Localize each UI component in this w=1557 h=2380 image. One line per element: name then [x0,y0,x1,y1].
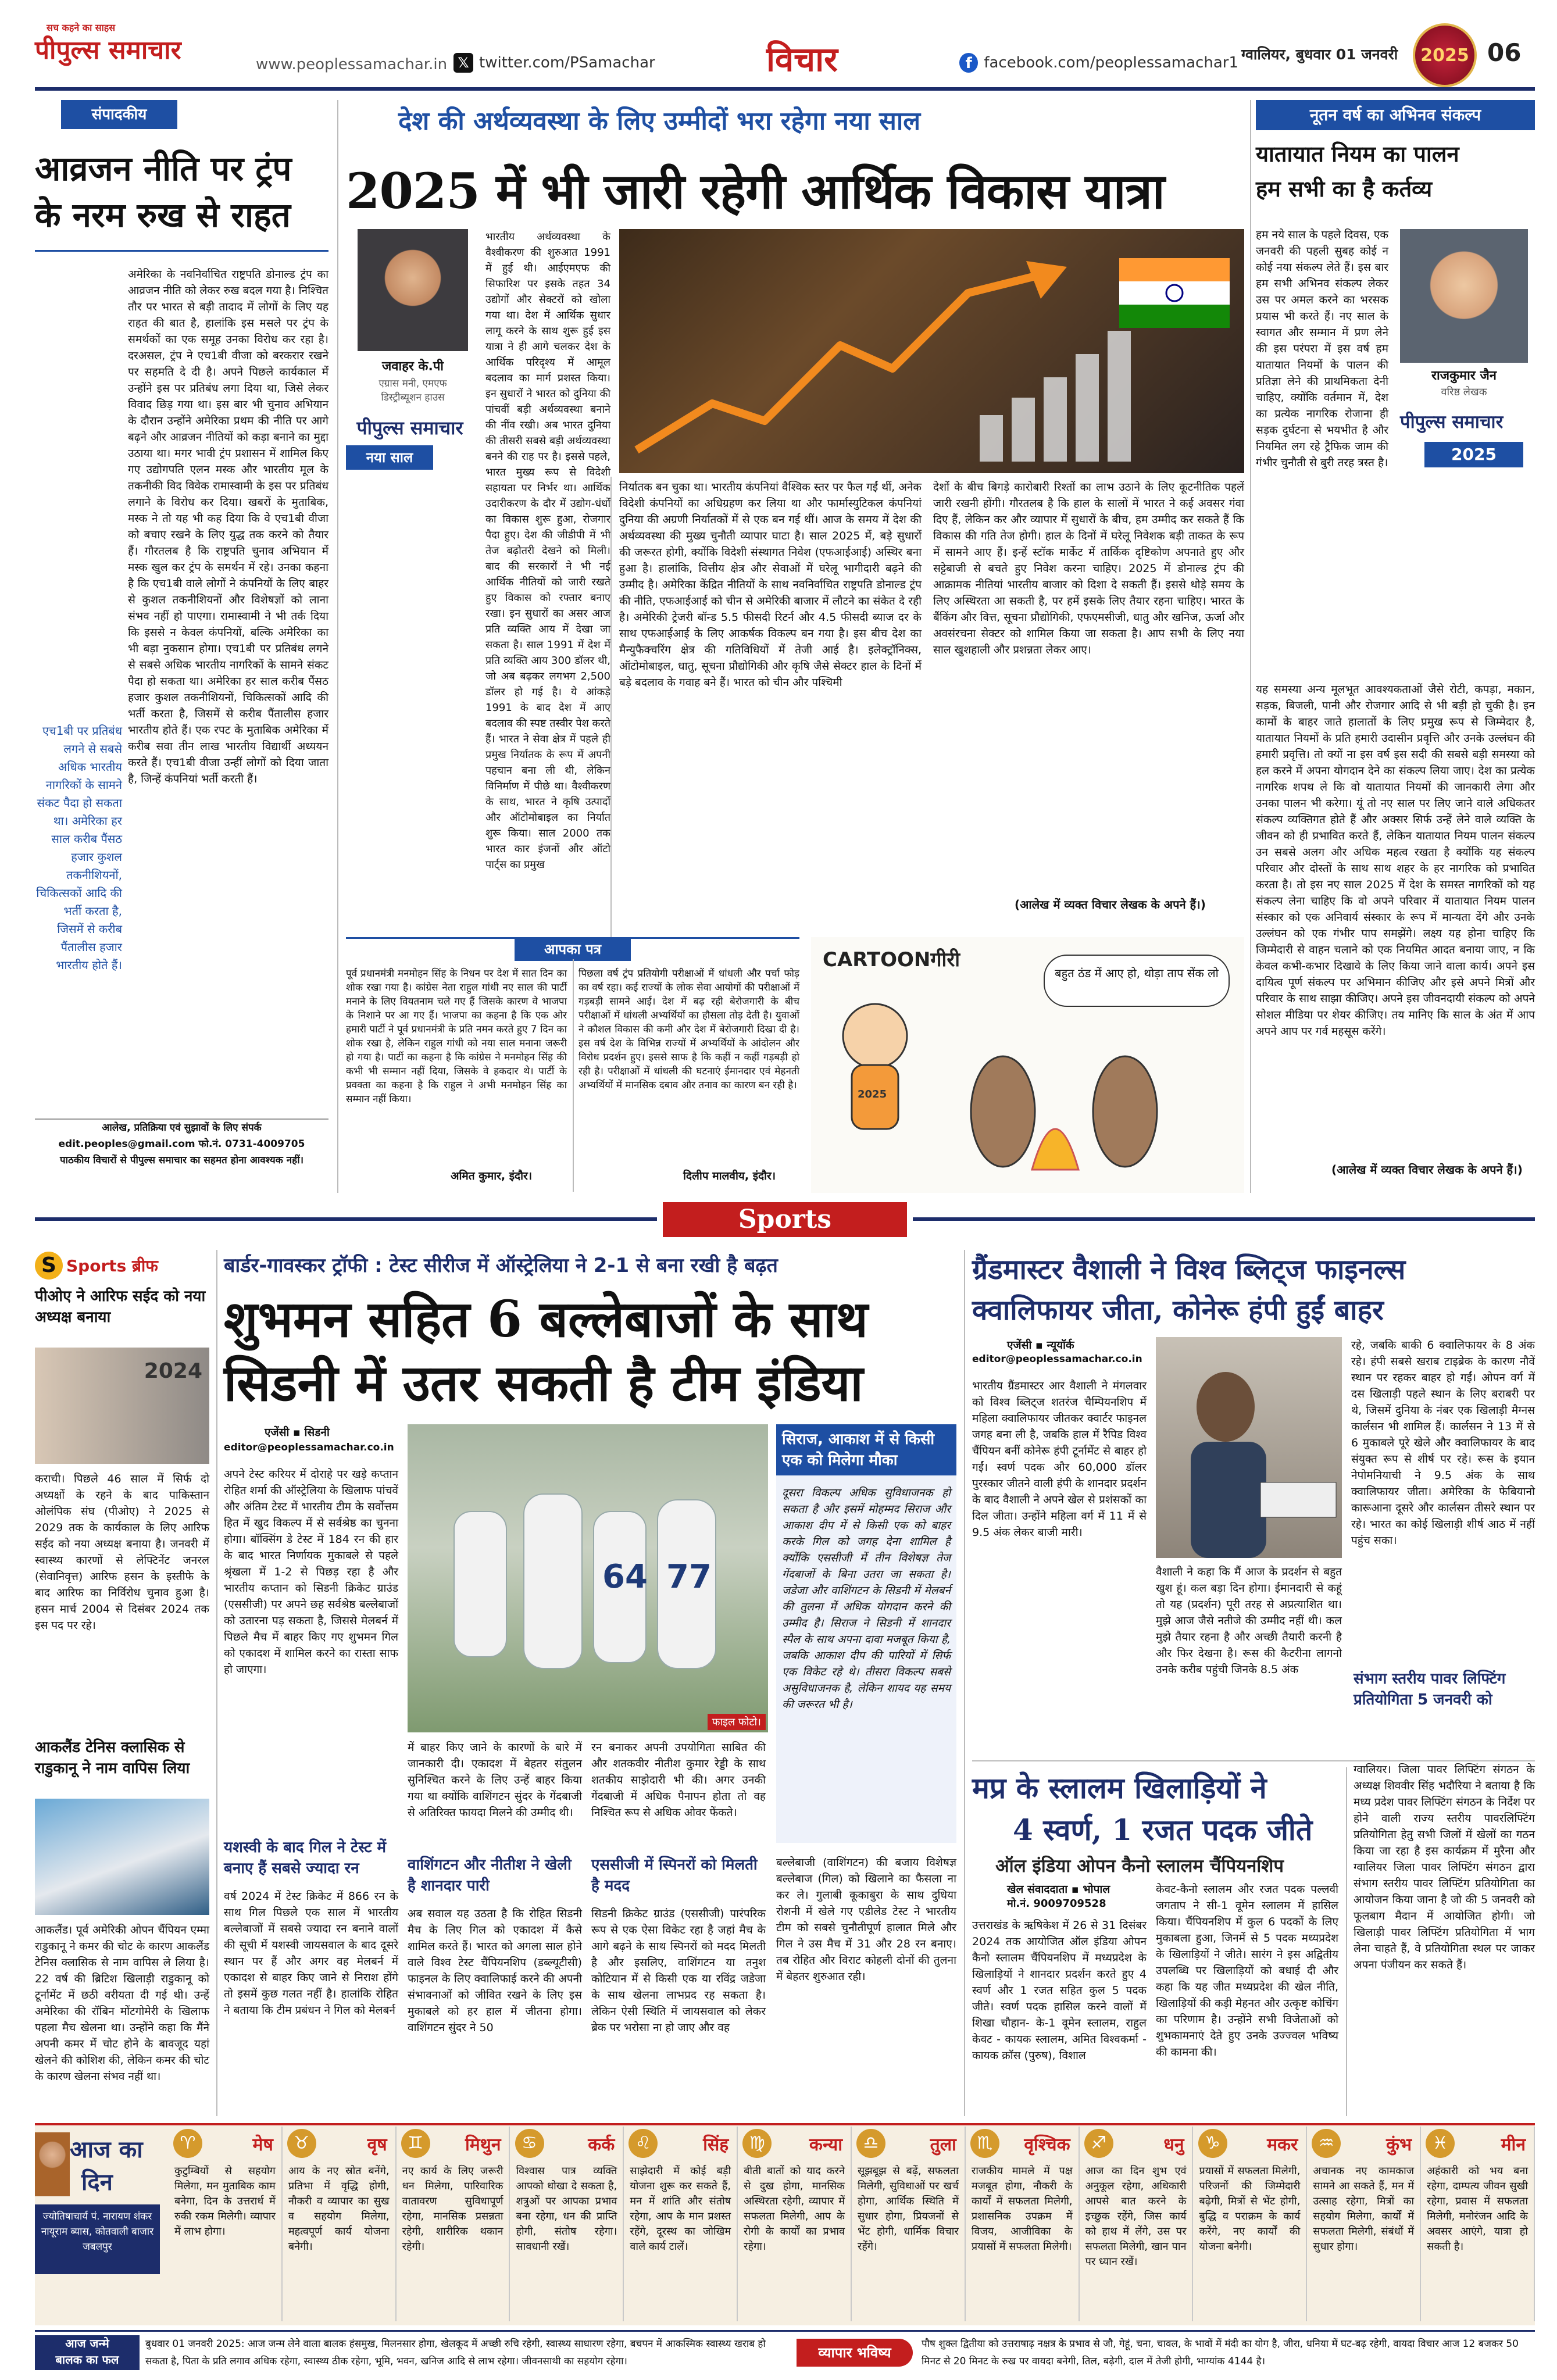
zodiac-sign-name: मिथुन [465,2134,501,2155]
letter-1: पूर्व प्रधानमंत्री मनमोहन सिंह के निधन पर देश में सात दिन का शोक रखा गया है। कांग्रेस नेता राहुल गांधी नए साल की पार्टी मनाने के लिए वियतनाम चले गए हैं जिसके कारण वे भाजपा के निशाने पर आ गए हैं। भाजपा का कहना है कि एक ओर हमारी पार्टी ने पूर्व प्रधानमंत्री के प्रति नमन करते हुए 7 दिन का शोक रखा है, लेकिन राहुल गांधी को नया साल मनाना जरूरी हो गया है। पार्टी का कहना है कि कांग्रेस ने मनमोहन सिंह की कभी भी सम्मान नहीं दिया, जिसके वे हकदार थे। पार्टी के प्रवक्ता का कहना है कि राहुल ने अभी मनमोहन सिंह का सम्मान नहीं किया। [346,968,567,1105]
editorial-pullquote: एच1बी पर प्रतिबंध लगने से सबसे अधिक भारतीय नागरिकों के सामने संकट पैदा हो सकता था। अमेरिका हर साल करीब पैंसठ हजार कुशल तकनीशियनों, चिकित्सकों आदि की भर्ती करता है, जिसमें से करीब पैंतालीस हजार भारतीय होते हैं। [36,724,122,972]
author-role: एग्रास मनी, एमएफ डिस्ट्रीब्यूशन हाउस [378,378,447,403]
editorial-rule [35,250,328,252]
birth-label-1: आज जन्मे [65,2336,109,2350]
lead-kicker: देश की अर्थव्यवस्था के लिए उम्मीदों भरा रहेगा नया साल [398,106,921,136]
zodiac-sign-icon: ♓ [1426,2129,1455,2158]
zodiac-sign-name: धनु [1163,2134,1184,2155]
divider [964,1250,965,2116]
letters-title-text: आपका पत्र [544,941,602,957]
editorial-body: अमेरिका के नवनिर्वाचित राष्ट्रपति डोनाल्ड ट्रंप का आव्रजन नीति को लेकर रुख बदल गया है। निश्चित तौर पर भारत से बड़ी तादाद में लोगों के लिए यह राहत की बात है, हालांकि इस मसले पर ट्रंप के समर्थकों का एक समूह उनका विरोध कर रहा है। दरअसल, ट्रंप ने एच1बी वीजा को बरकरार रखने पर सहमति दे दी है। अपने पिछले कार्यकाल में उन्होंने इस पर प्रतिबंध लगा दिया था, जिसे लेकर विवाद छिड़ गया था। इस बार भी चुनाव अभियान के दौरान उन्होंने अमेरिका प्रथम की नीति पर आगे बढ़ने और आव्रजन नीतियों को कड़ा बनाने का मुद्दा उठाया था। मगर भावी ट्रंप प्रशासन में शामिल किए गए उद्योगपति एलन मस्क और भारतीय मूल के तकनीकी विद विवेक रामास्वामी के इस पर प्रतिबंध लगाने के विरोध कर दिया। खबरों के मुताबिक, मस्क ने तो यह भी कह दिया कि वे एच1बी वीजा को बचाए रखने के लिए युद्ध तक करने को तैयार हैं। गौरतलब है कि राष्ट्रपति चुनाव अभियान में मस्क खुल कर ट्रंप के समर्थन में रहे। उनका कहना है कि एच1बी वाले लोगों ने कंपनियों के लिए बाहर से कुशल तकनीशियनों और विशेषज्ञों को लाना संभव नहीं हो पाएगा। रामास्वामी ने भी तर्क दिया कि इससे न केवल कंपनियों, बल्कि अमेरिका का भी बड़ा नुकसान होगा। एच1बी पर प्रतिबंध लगने से सबसे अधिक भारतीय नागरिकों के सामने संकट पैदा हो सकता था। अमेरिका हर साल करीब पैंसठ हजार कुशल तकनीशियनों, चिकित्सकों आदि की भर्ती करता है, जिसमें से करीब पैंतालीस हजार भारतीय होते हैं। एक रपट के मुताबिक अमेरिका में करीब सवा तीन लाख भारतीय विद्यार्थी अध्ययन करते हैं। एच1बी वीजा उन्हीं लोगों को दिया जाता है, जिन्हें कंपनियां भर्ती करती हैं। [128,268,328,785]
zodiac-sign-icon: ♊ [401,2129,430,2158]
divider [610,477,612,942]
slalom-phone: मो.नं. 9009709528 [1007,1897,1106,1910]
facebook-handle: facebook.com/peoplessamachar1 [984,54,1238,72]
divider [573,959,574,1192]
sports-banner-rule-left [35,1217,657,1221]
divider [1346,1767,1347,2116]
growth-bar [1108,331,1131,462]
sports-banner-rule-right [913,1217,1535,1221]
right-headline-1: यातायात नियम का पालन [1256,141,1459,167]
cartoon-figure-right [1093,1056,1157,1167]
sub-head-2: वाशिंगटन और नीतीश ने खेली है शानदार पारी [408,1856,572,1895]
slalom-agency: खेल संवाददाता ▪ भोपाल [1007,1883,1110,1896]
sports-main [224,1250,956,2116]
power-story [1354,1668,1535,2116]
zodiac-sign-text: आज का दिन शुभ एवं अनुकूल रहेगा, अधिकारी आपसे बात करने के इच्छुक रहेंगे, जिस कार्य को हाथ में लेंगे, उस पर सफलता मिलेगी, खान पान पर ध्यान रखें। [1085,2165,1187,2268]
facebook-logo-icon: f [959,53,978,73]
editorial-label-text: संपादकीय [91,106,147,123]
horoscope-sign-3 [397,2127,510,2321]
horoscope-sign-11 [1307,2127,1421,2321]
author-name: जवाहर के.पी [381,359,444,374]
zodiac-sign-icon: ♍ [742,2129,772,2158]
horoscope-title-box [35,2127,163,2321]
sports-brief [35,1250,209,2116]
lead-col-1b [346,477,610,919]
birth-label-2: बालक का फल [55,2353,119,2367]
masthead-title: पीपुल्स समाचार [35,35,181,65]
zodiac-sign-icon: ♐ [1084,2129,1113,2158]
horoscope-title-2: दिन [81,2169,113,2196]
footer-contact-label: आलेख, प्रतिक्रिया एवं सुझावों के लिए संपर्क [102,1122,262,1134]
horoscope-sign-8 [966,2127,1080,2321]
power-body: ग्वालियर। जिला पावर लिफ्टिंग संगठन के अध्यक्ष शिववीर सिंह भदौरिया ने बताया है कि मध्य प्रदेश पावर लिफ्टिंग संगठन के निर्देश पर होने वाली राज्य स्तरीय पावरलिफ्टिंग प्रतियोगिता हेतु सभी जिलों में खेलों का गठन किया जा रहा है इस कार्यक्रम में मुरैना और ग्वालियर जिला पावर लिफ्टिंग संगठन द्वारा संभाग स्तरीय पावर लिफ्टिंग प्रतियोगिता का आयोजन किया जाना है जो की 5 जनवरी को फूलबाग मैदान में आयोजित होगी। जो खिलाड़ी पावर लिफ्टिंग प्रतियोगिता में भाग लेना चाहते हैं, वे प्रतियोगिता स्थल पर जाकर अपना पंजीयन कर सकते हैं। [1354,1763,1535,1971]
facebook-link[interactable] [959,51,1238,74]
editorial-column [35,100,328,1193]
power-headline: संभाग स्तरीय पावर लिफ्टिंग प्रतियोगिता 5 जनवरी को [1354,1670,1506,1709]
growth-graphic [619,229,1244,473]
slalom-headline-2: 4 स्वर्ण, 1 रजत पदक जीते [1013,1813,1313,1847]
zodiac-sign-text: नए कार्य के लिए जरूरी धन मिलेगा, पारिवारिक वातावरण सुविधापूर्ण रहेगा, मानसिक प्रसन्नता रहेगी, शारीरिक थकान रहेगी। [402,2165,503,2253]
year-badge [1413,23,1477,87]
letters-title [515,938,631,961]
chess-headline-1: ग्रैंडमास्टर वैशाली ने विश्व ब्लिट्ज फाइनल्स [972,1253,1406,1286]
player-figure [524,1494,582,1668]
trade-label-text: व्यापार भविष्य [818,2345,891,2361]
astrologer-credit: ज्योतिषाचार्य पं. नारायण शंकर नायूराम ब्यास, कोतवाली बाजार जबलपुर [35,2204,160,2274]
main-photo [408,1424,768,1732]
zodiac-sign-text: राजकीय मामले में पक्ष मजबूत होगा, नौकरी के कार्यों में सफलता मिलेगी, प्रशासनिक उपक्रम में विजय, आजीविका के प्रयासों में सफलता मिलेगी। [971,2165,1073,2253]
zodiac-sign-icon: ♈ [173,2129,202,2158]
year-badge-text: 2025 [1420,45,1469,66]
main-email[interactable]: editor@peoplessamachar.co.in [224,1442,394,1453]
zodiac-sign-name: कर्क [588,2134,615,2155]
zodiac-sign-name: मीन [1501,2134,1526,2155]
masthead-logo[interactable] [35,21,250,67]
lead-article [346,100,1244,925]
twitter-link[interactable] [453,51,686,74]
lead-col-2: निर्यातक बन चुका था। भारतीय कंपनियां वैश्विक स्तर पर फैल गईं थीं, अनेक विदेशी कंपनियों का अधिग्रहण कर लिया था और फार्मास्युटिकल कंपनियां दुनिया की अग्रणी निर्यातकों में से एक बन गई थीं। आज के समय में देश की अर्थव्यवस्था की मुख्य चुनौती व्यापार घाटा है। साल 2025 में, बड़े सुधारों की जरूरत होगी, क्योंकि विदेशी संस्थागत निवेश (एफआईआई) अस्थिर बना हुआ है। हालांकि, वित्तीय क्षेत्र और सेवाओं में घरेलू भागीदारी बढ़ने की उम्मीद है। अमेरिका केंद्रित नीतियों के साथ नवनिर्वाचित राष्ट्रपति डोनाल्ड ट्रंप की नीति, एफआईआई को चीन से अमेरिकी बाजार में लौटने का संकेत दे रही है। अमेरिकी ट्रेजरी बॉन्ड 5.5 फीसदी रिटर्न और 4.5 फीसदी ब्याज दर के साथ एफआईआई के लिए आकर्षक विकल्प बन गया है। इस बीच देश का मैन्युफैक्चरिंग क्षेत्र की गतिविधियों में तेजी आई है। इलेक्ट्रॉनिक्स, ऑटोमोबाइल, धातु, सूचना प्रौद्योगिकी और कृषि जैसे सेक्टर हाल के दिनों में बड़े बदलाव के गवाह बने हैं। भारत को चीन और पश्चिमी [619,481,922,689]
horoscope-sign-10 [1194,2127,1308,2321]
right-author-photo [1400,229,1528,363]
main-col-2: में बाहर किए जाने के कारणों के बारे में जानकारी दी। एकादश में बेहतर संतुलन सुनिश्चित करने के लिए उन्हें बाहर किया गया था क्योंकि वाशिंगटन सुंदर के गेंदबाजी से अतिरिक्त फायदा मिलने की उम्मीद थी। [408,1741,582,1819]
brief-photo-2 [35,1799,209,1915]
zodiac-sign-name: वृश्चिक [1024,2134,1070,2155]
sub-body-3: सिडनी क्रिकेट ग्राउंड (एससीजी) पारंपरिक रूप से एक ऐसा विकेट रहा है जहां मैच के आगे बढ़ने के साथ स्पिनरों को मदद मिलती है और इसलिए, वाशिंगटन या तनुश कोटियान में से किसी एक या रविंद्र जडेजा के साथ खेलना लाभप्रद रह सकता है। लेकिन ऐसी स्थिति में जायसवाल को लेकर ब्रेक पर भरोसा ना हो जाए और वह [591,1907,766,2034]
zodiac-sign-icon: ♒ [1312,2129,1341,2158]
brief-label [35,1250,209,1281]
zodiac-sign-text: सूझबूझ से बढ़ें, सफलता मिलेगी, सुविधाओं पर खर्च होगा, आर्थिक स्थिति में सुधार होगा, प्रियजनों से भेंट होगी, धार्मिक विचार रहेंगे। [858,2165,959,2253]
right-year-text: 2025 [1451,445,1497,464]
zodiac-sign-icon: ♋ [515,2129,544,2158]
horoscope-sign-4 [510,2127,624,2321]
zodiac-sign-text: आय के नए स्रोत बनेंगे, प्रतिभा में वृद्धि होगी, नौकरी व व्यापार का सुख व सहयोग मिलेगा, महत्वपूर्ण कार्य योजना बनेगी। [288,2165,390,2253]
right-author-name: राजकुमार जैन [1431,369,1497,383]
tag-new-year [346,445,433,470]
chess-photo [1156,1337,1342,1558]
horoscope-sign-2 [283,2127,397,2321]
zodiac-sign-name: कन्या [809,2134,842,2155]
slalom-col-1: उत्तराखंड के ऋषिकेश में 26 से 31 दिसंबर 2024 तक आयोजित ऑल इंडिया ओपन कैनो स्लालम चैंपियनशिप में मध्यप्रदेश के खिलाड़ियों ने शानदार प्रदर्शन करते हुए 4 स्वर्ण और 1 रजत सहित कुल 5 पदक जीते। स्वर्ण पदक हासिल करने वालों में शिखा चौहान- के-1 वूमेन स्लालम, राहुल केवट - कायक स्लालम, अमित विश्वकर्मा - कायक क्रॉस (पुरुष), विशाल [972,1919,1147,2062]
main-col-4: बल्लेबाजी (वाशिंगटन) की बजाय विशेषज्ञ बल्लेबाज (गिल) को खिलाने का फैसला ना कर ले। गुलाबी कूकाबुरा के साथ दुधिया रोशनी में खेले गए एडीलेड टेस्ट ने भारतीय टीम को सबसे चुनौतीपूर्ण हालात मिले और गिल ने उस मैच में 31 और 28 रन बनाए। तब रोहित और विराट कोहली दोनों की तुलना में बेहतर शुरुआत रही। [776,1856,956,1983]
page-number: 06 [1487,38,1522,67]
cartoon-drawing [811,937,1244,1193]
brief-body-1: कराची। पिछले 46 साल में सिर्फ दो अध्यक्षों के रहने के बाद पाकिस्तान ओलंपिक संघ (पीओए) ने 2025 से 2029 तक के कार्यकाल के लिए आरिफ सईद को नया अध्यक्ष बनाया है। जनवरी में स्वास्थ्य कारणों से लेफ्टिनेंट जनरल (सेवानिवृत्त) आरिफ हसन के इस्तीफे के बाद आरिफ का निर्विरोध चुनाव हुआ है। हसन मार्च 2004 से दिसंबर 2024 तक इस पद पर रहे। [35,1473,209,1632]
player-head [1197,1372,1255,1442]
right-headline-2: हम सभी का है कर्तव्य [1256,176,1433,202]
jersey-number-1: 64 [602,1558,648,1596]
horoscope-sign-7 [852,2127,966,2321]
zodiac-sign-icon: ♌ [628,2129,658,2158]
section-name: विचार [766,40,838,79]
birth-label [35,2335,140,2370]
footer-bar [35,2330,1535,2372]
chess-headline-2: क्वालिफायर जीता, कोनेरू हंपी हुईं बाहर [972,1294,1384,1327]
cartoon-year-tag: 2025 [858,1088,887,1100]
brief-photo-1 [35,1348,209,1464]
main-col-3: रन बनाकर अपनी उपयोगिता साबित की और शतकवीर नीतीश कुमार रेड्डी के साथ शतकीय साझेदारी भी की। अगर उनकी गेंदबाजी में अधिक पैनापन होता तो वह निश्चित रूप से अधिक ओवर फेंकते। [591,1741,766,1819]
player-figure [454,1511,506,1657]
right-footnote: (आलेख में व्यक्त विचार लेखक के अपने हैं।) [1331,1163,1523,1177]
zodiac-sign-icon: ♎ [856,2129,885,2158]
zodiac-sign-name: मेष [252,2134,273,2155]
birth-text: बुधवार 01 जनवरी 2025: आज जन्म लेने वाला बालक हंसमुख, मिलनसार होगा, खेलकूद में अच्छी रुचि रहेगी, स्वास्थ्य साधारण रहेगा, बचपन में आकस्मिक स्वास्थ्य खराब हो सकता है, पिता के प्रति लगाव अधिक रहेगा, स्वास्थ्य ठीक रहेगा, भूमि, भवन, खनिज आदि से लाभ रहेगा। जीवनसाथी का सहयोग रहेगा। [145,2338,766,2367]
cartoon-fire [1032,1129,1079,1170]
footer-disclaimer: पाठकीय विचारों से पीपुल्स समाचार का सहमत होना आवश्यक नहीं। [59,1155,304,1166]
horoscope-sign-1 [169,2127,283,2321]
horoscope-sign-6 [738,2127,852,2321]
author-photo [358,229,468,351]
brief-headline-1: पीओए ने आरिफ सईद को नया अध्यक्ष बनाया [35,1288,206,1326]
letter-1-sign: अमित कुमार, इंदौर। [451,1170,533,1182]
horoscope-sign-12 [1421,2127,1535,2321]
zodiac-sign-name: वृष [367,2134,387,2155]
cartoon-box [811,937,1244,1193]
horoscope-sign-9 [1080,2127,1194,2321]
chess-body-3: रहे, जबकि बाकी 6 क्वालिफायर के 8 अंक रहे। हंपी सबसे खराब टाइब्रेक के कारण नौवें स्थान पर रहकर बाहर हो गईं। ओपन वर्ग में दस खिलाड़ी पहले स्थान के लिए बराबरी पर थे, जिसमें दुनिया के नंबर एक खिलाड़ी मैग्नस कार्लसन भी शामिल हैं। कार्लसन ने 13 में से 6 मुकाबले पूरे खेले और क्वालिफायर के बाद संयुक्त रूप से शीर्ष पर रहे। रूस के इयान नेपोमनियाची ने 9.5 अंक के साथ क्वालिफायर जीता। अमेरिका के फेबियानो कारूआना दूसरे और कार्लसन तीसरे स्थान पर रहे। भारत का कोई खिलाड़ी शीर्ष आठ में नहीं पहुंच सका। [1351,1339,1535,1547]
editorial-label [61,100,177,129]
chess-agency: एजेंसी ▪ न्यूयॉर्क [1007,1339,1074,1352]
brand-logo: पीपुल्स समाचार [356,417,463,439]
main-headline-1: शुभमन सहित 6 बल्लेबाजों के साथ [224,1290,868,1349]
page-header [0,0,1557,92]
right-brand-logo: पीपुल्स समाचार [1400,412,1504,433]
sports-banner-label [663,1202,907,1237]
editorial-footer [35,1118,328,1182]
sub-body-2: अब सवाल यह उठता है कि रोहित सिडनी मैच के लिए गिल को एकादश में कैसे शामिल करते हैं। भारत को अगला साल होने वाले विश्व टेस्ट चैंपियनशिप (डब्ल्यूटीसी) फाइनल के लिए क्वालिफाई करने की अपनी संभावनाओं को जीवित रखने के लिए इस मुकाबले को हर हाल में जीतना होगा। वाशिंगटन सुंदर ने 50 [408,1907,582,2034]
main-col-1: अपने टेस्ट करियर में दोराहे पर खड़े कप्तान रोहित शर्मा की ऑस्ट्रेलिया के खिलाफ पांचवें और अंतिम टेस्ट में भारतीय टीम के सर्वोत्तम हित में खुद विकल्प में से सर्वश्रेष्ठ का चुनना होगा। बॉक्सिंग डे टेस्ट में 184 रन की हार के बाद भारत निर्णायक मुकाबले से पहले श्रृंखला में 1-2 से पिछड़ रहा है और भारतीय कप्तान को सिडनी क्रिकेट ग्राउंड (एससीजी) पर अपने छह सर्वश्रेष्ठ बल्लेबाजों को उतारना पड़ सकता है, जिससे मेलबर्न में पिछले मैच में बाहर किए गए शुभमन गिल को एकादश में शामिल करने का रास्ता साफ हो जाएगा। [224,1468,398,1676]
zodiac-sign-text: विश्वास पात्र व्यक्ति आपको धोखा दे सकता है, शत्रुओं पर आपका प्रभाव बना रहेगा, धन की प्राप्ति होगी, संतोष रहेगा। सावधानी रखें। [516,2165,617,2253]
main-photo-svg [408,1424,768,1732]
chess-photo-svg [1156,1337,1342,1558]
letter-2-sign: दिलीप मालवीय, इंदौर। [683,1170,776,1182]
zodiac-sign-name: मकर [1267,2134,1298,2155]
chess-board [1260,1482,1336,1517]
sports-banner [35,1202,1535,1237]
cartoon-character-head [843,1004,907,1068]
divider [337,100,338,1193]
jersey-number-2: 77 [666,1558,712,1596]
brief-body-2: आकलैंड। पूर्व अमेरिकी ओपन चैंपियन एम्मा राडुकानू ने कमर की चोट के कारण आकलैंड टेनिस क्लासिक से नाम वापिस ले लिया है। 22 वर्ष की ब्रिटिश खिलाड़ी राडुकानू को टूर्नामेंट में छठी वरीयता दी गई थी। उन्हें अमेरिका की रॉबिन मोंटगोमेरी के खिलाफ पहला मैच खेलना था। उन्होंने कहा कि मैंने अपनी कमर में चोट होने के बावजूद यहां खेलने की कोशिश की, लेकिन कमर की चोट के कारण खेलना संभव नहीं था। [35,1924,209,2083]
header-rule [35,87,1535,91]
lead-col-1: भारतीय अर्थव्यवस्था के वैश्वीकरण की शुरुआत 1991 में हुई थी। आईएमएफ की सिफारिश पर इसके तहत 34 उद्योगों और सेक्टरों को खोला गया था। देश में आर्थिक सुधार लागू करने के साथ शुरू हुई इस यात्रा ने ही आगे चलकर देश के आर्थिक परिदृश्य में आमूल बदलाव का मार्ग प्रशस्त किया। इन सुधारों ने भारत को दुनिया की पांचवीं बड़ी अर्थव्यवस्था बनाने की नींव रखी। अब भारत दुनिया की तीसरी सबसे बड़ी अर्थव्यवस्था बनने की राह पर है। इससे पहले, भारत मुख्य रूप से विदेशी सहायता पर निर्भर था। आर्थिक उदारीकरण के दौर में उद्योग-धंधों का विकास शुरू हुआ, रोजगार पैदा हुए। देश की जीडीपी में भी तेज बढ़ोतरी देखने को मिली। बाद की सरकारों ने भी नई आर्थिक नीतियों को जारी रखते हुए विकास को रफ्तार बनाए रखा। इन सुधारों का असर आज प्रति व्यक्ति आय में देखा जा सकता है। साल 1991 में देश में प्रति व्यक्ति आय 300 डॉलर थी, जो अब बढ़कर लगभग 2,500 डॉलर हो गई है। ये आंकड़े 1991 के बाद देश में आए बदलाव की स्पष्ट तस्वीर पेश करते हैं। भारत ने सेवा क्षेत्र में पहले ही प्रमुख निर्यातक के रूप में अपनी पहचान बना ली थी, लेकिन विनिर्माण में पीछे था। वैश्वीकरण के साथ, भारत ने कृषि उत्पादों और ऑटोमोबाइल का निर्यात शुरू किया। साल 2000 तक भारत कार इंजनों और ऑटो पार्ट्स का प्रमुख [485,231,610,871]
india-flag-icon [1119,258,1230,328]
right-tag-text: नूतन वर्ष का अभिनव संकल्प [1309,105,1481,124]
slalom-headline-1: मप्र के स्लालम खिलाड़ियों ने [972,1771,1267,1805]
main-kicker: बार्डर-गावस्कर ट्रॉफी : टेस्ट सीरीज में ऑस्ट्रेलिया ने 2-1 से बना रखी है बढ़त [224,1254,778,1277]
zodiac-sign-name: कुंभ [1386,2134,1412,2155]
zodiac-sign-text: साझेदारी में कोई बड़ी योजना शुरू कर सकते हैं, मन में शांति और संतोष रहेगा, आप के मान प्रशस्त रहेंगे, दूरस्थ का जोखिम वाले कार्य टालें। [630,2165,731,2253]
tag-new-year-text: नया साल [366,449,413,466]
divider [216,1250,217,2116]
brief-headline-2: आकलैंड टेनिस क्लासिक से राडुकानू ने नाम वापिस लिया [35,1739,190,1777]
photo-caption: फाइल फोटो। [708,1714,766,1730]
author-box [346,229,474,467]
footer-email[interactable]: edit.peoples@gmail.com फो.नं. 0731-4009705 [58,1138,305,1150]
astrologer-photo [35,2132,70,2196]
growth-bars [980,331,1131,462]
main-agency: एजेंसी ▪ सिडनी [265,1426,330,1439]
right-year-tag [1424,442,1523,467]
letter-2: पिछला वर्ष ट्रंप प्रतियोगी परीक्षाओं में धांधली और पर्चा फोड़ का वर्ष रहा। कई राज्यों के लोक सेवा आयोगों की परीक्षाओं में गड़बड़ी सामने आई। देश में बढ़ रही बेरोजगारी के बीच परीक्षाओं में धांधली अभ्यर्थियों का हौसला तोड़ देती है। युवाओं ने कौशल विकास की कमी और देश में बेरोजगारी दिखा दी है। इस वर्ष देश के विभिन्न राज्यों में अभ्यर्थियों के आंदोलन और विरोध प्रदर्शन हुए। इससे साफ है कि कहीं न कहीं गड़बड़ी हो रही है। परीक्षाओं में धांधली की घटनाएं ईमानदार एवं मेहनती अभ्यर्थियों में मानसिक दबाव और तनाव का कारण बन रही है। [578,968,799,1091]
player-body [1191,1442,1266,1558]
zodiac-sign-icon: ♉ [287,2129,316,2158]
zodiac-sign-icon: ♏ [970,2129,999,2158]
side-box [776,1424,956,1843]
lead-footnote: (आलेख में व्यक्त विचार लेखक के अपने हैं।) [1015,898,1206,912]
right-author-role: वरिष्ठ लेखक [1441,386,1487,398]
cartoon-figure-left [971,1056,1035,1167]
growth-bar [1076,354,1099,462]
side-box-title: सिराज, आकाश में से किसी एक को मिलेगा मौका [776,1424,956,1475]
trade-text: पौष शुक्ल द्वितीया को उत्तराषाढ़ नक्षत्र के प्रभाव से जौ, गेहूं, चना, चावल, के भावों में मंदी का योग है, जीरा, धनिया में घट-बढ़ रहेगी, वायदा विचार आज 12 बजकर 50 मिनट से 20 मिनट के रुख पर वायदा बनेगी, तिल, बढ़ेगी, दाल में तेजी होगी, भाग्यांक 4144 है। [922,2338,1519,2367]
sub-head-1: यशस्वी के बाद गिल ने टेस्ट में बनाए हैं सबसे ज्यादा रन [224,1839,387,1877]
right-tag [1256,100,1535,130]
chess-body-2: वैशाली ने कहा कि मैं आज के प्रदर्शन से बहुत खुश हूं। कल बड़ा दिन होगा। ईमानदारी से कहूं तो यह (प्रदर्शन) पूरी तरह से अप्रत्याशित था। मुझे आज जैसे नतीजे की उम्मीद नहीं थी। कल मुझे तैयार रहना है और अच्छी तैयारी करनी है और फिर देखना है। रूस की कैटरीना लागनो उनके करीब पहुंची जिनके 8.5 अंक [1156,1566,1342,1676]
cartoon-speech: बहुत ठंड में आए हो, थोड़ा ताप सेंक लो [1055,966,1219,980]
horoscope-title-1: आज का [70,2136,143,2163]
growth-bar [980,415,1003,462]
x-logo-icon: 𝕏 [453,53,473,73]
horoscope-sign-5 [624,2127,738,2321]
zodiac-sign-text: प्रयासों में सफलता मिलेगी, परिजनों की जिम्मेदारी बढ़ेगी, मित्रों से भेंट होगी, बुद्धि व पराक्रम के कार्य करेंगे, नए कार्यों की योजना बनेगी। [1199,2165,1301,2253]
zodiac-sign-text: अहंकारी को भय बना रहेगा, दाम्पत्य जीवन सुखी रहेगा, प्रवास में सफलता मिलेगी, मनोरंजन आदि के अवसर आएंगे, यात्रा हो सकती है। [1427,2165,1528,2253]
growth-arrow-line [637,276,1038,450]
right-body-1: हम नये साल के पहले दिवस, एक जनवरी की पहली सुबह कोई न कोई नया संकल्प लेते हैं। इस बार हम सभी अभिनव संकल्प लेकर उस पर अमल करने का भरसक प्रयास भी करते हैं। नए साल के स्वागत और सम्मान में प्रण लेने की इस परंपरा में इस वर्ष हम यातायात नियमों के पालन की प्रतिज्ञा लेने की प्राथमिकता देनी चाहिए, क्योंकि वर्तमान में, देश का प्रत्येक नागरिक रोजाना ही सड़क दुर्घटना से भयभीत है और नियमित लग रहे ट्रैफिक जाम की गंभीर चुनौती से बुरी तरह त्रस्त है। [1256,228,1388,469]
slalom-story [972,1767,1338,2116]
side-box-body: दूसरा विकल्प अधिक सुविधाजनक हो सकता है और इसमें मोहम्मद सिराज और आकाश दीप में से किसी एक को बाहर करके गिल को जगह देना शामिल है क्योंकि एससीजी में तीन विशेषज्ञ तेज गेंदबाजों के बिना उतरा जा सकता है। जडेजा और वाशिंगटन के सिडनी में मेलबर्न की तुलना में अधिक योगदान करने की उम्मीद है। सिराज ने सिडनी में शानदार स्पैल के साथ अपना दावा मजबूत किया है, जबकि आकाश दीप की पारियों में सिर्फ एक विकेट रहे थे। तीसरा विकल्प सबसे असुविधाजनक है, लेकिन शायद यह समय की जरूरत भी है। [782,1486,951,1711]
chess-body-1: भारतीय ग्रैंडमास्टर आर वैशाली ने मंगलवार को विश्व ब्लिट्ज शतरंज चैम्पियनशिप में महिला क्वालिफायर जीतकर क्वार्टर फाइनल जगह बना ली है, जबकि हाल में रैपिड विश्व चैंपियन बनीं कोनेरू हंपी टूर्नामेंट से बाहर हो गईं। स्वर्ण पदक और 60,000 डॉलर पुरस्कार जीतने वाली हंपी के शानदार प्रदर्शन के बाद वैशाली ने अपने खेल से प्रशंसकों का दिल जीता। उन्होंने महिला वर्ग में 11 में से 9.5 अंक लेकर बाजी मारी। [972,1380,1147,1539]
zodiac-sign-icon: ♑ [1198,2129,1227,2158]
brief-label-text: Sports ब्रीफ [66,1256,158,1275]
sub-body-1: वर्ष 2024 में टेस्ट क्रिकेट में 866 रन के साथ गिल पिछले एक साल में भारतीय बल्लेबाजों में सबसे ज्यादा रन बनाने वालों की सूची में यशस्वी जायसवाल के बाद दूसरे स्थान पर हैं और अगर वह मेलबर्न में एकादश से बाहर किए जाने से निराश होंगे तो इसमें कुछ गलत नहीं है। हालांकि रोहित ने बताया कि टीम प्रबंधन ने गिल को मेलबर्न [224,1890,398,2017]
chess-email[interactable]: editor@peoplessamachar.co.in [972,1353,1142,1365]
website-link[interactable]: www.peoplessamachar.in [256,56,448,73]
divider [1250,100,1251,1193]
zodiac-sign-text: कुटुम्बियों से सहयोग मिलेगा, मन मुताबिक काम बनेगा, दिन के उत्तरार्ध में रुकी रकम मिलेगी। व्यापार में लाभ होगा। [174,2165,276,2238]
sports-banner-text: Sports [738,1205,832,1234]
right-column [1256,100,1535,1193]
growth-bar [1044,377,1067,462]
slalom-kicker: ऑल इंडिया ओपन कैनो स्लालम चैंपियनशिप [995,1856,1284,1877]
brief-photo-1-caption: 2024 [144,1359,202,1383]
growth-bar [1012,398,1035,462]
right-body-2: यह समस्या अन्य मूलभूत आवश्यकताओं जैसे रोटी, कपड़ा, मकान, सड़क, बिजली, पानी और रोजगार आदि से भी बड़ी हो चुकी है। इन कामों के बाहर जाते हालातों के लिए प्रमुख रूप से जिम्मेदार है, यातायात नियमों के प्रति हमारी उदासीन प्रवृत्ति और उनके उल्लंघन की हमारी प्रवृत्ति। तो क्यों ना इस वर्ष इस सदी की सबसे बड़ी समस्या को हल करने में अपना योगदान देने का संकल्प लिया जाए। देश का प्रत्येक नागरिक शपथ ले कि वो यातायात नियमों की जानकारी लेगा और उनका पालन भी करेगा। यूं तो नए साल पर लिए जाने वाले अधिकतर संकल्प व्यक्तिगत होते हैं और अक्सर सिर्फ उन्हें लेने वाले व्यक्ति के जीवन को ही प्रभावित करते हैं, लेकिन यातायात नियम पालन संकल्प उन सबसे अलग और अधिक महत्व रखता है क्योंकि यह संकल्प परिवार और दोस्तों के साथ साथ शहर के हर नागरिक को प्रभावित करता है। तो इस नए साल 2025 में देश के समस्त नागरिकों को यह संकल्प लेना चाहिए कि वो अपने परिवार में यातायात नियम पालन संस्कार को एक अनिवार्य संस्कार के रूप में मान्यता देंगे और उनके उल्लंघन को एक गंभीर पाप समझेंगे। लक्ष्य यह होना चाहिए कि जिम्मेदारी से वाहन चलाने को एक नियमित आदत बनाया जाए, न कि केवल कभी-कभार दिखावे के लिए किया जाने वाला कार्य। अपने इस दायित्व पूर्ण संकल्प पर अभिमान कीजिए और इसे अपने मित्रों और परिवार के साथ साझा कीजिए। अपने इस जीवनदायी संकल्प को अपने सोशल मीडिया पर शेयर कीजिए। तय मानिए कि साल के अंत में आप अपने आप पर गर्व महसूस करेंगे। [1256,683,1535,1038]
lead-col-3: देशों के बीच बिगड़े कारोबारी रिश्तों का लाभ उठाने के लिए कूटनीतिक पहलें जारी रखनी होंगी। गौरतलब है कि हाल के सालों में भारत ने कई अवसर गंवा दिए हैं, लेकिन कर और व्यापार में सुधारों के बीच, हम उम्मीद कर सकते हैं कि विकास की गति तेज होगी। हाल के दिनों में घरेलू निवेशक बड़ी ताकत के रूप में सामने आए हैं। इन्हें स्टॉक मार्केट में तार्किक दृष्टिकोण अपनाते हुए और सट्टेबाजी से बचते हुए निवेश करना चाहिए। 2025 में डोनाल्ड ट्रंप की आक्रामक नीतियां भारतीय बाजार को दिशा दे सकती हैं। इससे थोड़े समय के लिए अस्थिरता आ सकती है, पर हमें इसके लिए तैयार रहना चाहिए। भारत के बैंकिंग और वित्त, सूचना प्रौद्योगिकी, एफएमसीजी, धातु और खनिज, ऊर्जा और अवसंरचना सेक्टर को शामिल किया जा सकता है। आप सभी के लिए नया साल खुशहाली और प्रशन्नता लेकर आए। [933,481,1244,656]
twitter-handle: twitter.com/PSamachar [479,54,655,72]
sports-s-icon: S [35,1252,63,1280]
zodiac-sign-text: अचानक नए कामकाज सामने आ सकते हैं, मन में उत्साह रहेगा, मित्रों का सहयोग मिलेगा, कार्यों में सफलता मिलेगी, संबंधों में सुधार होगा। [1313,2165,1415,2253]
masthead-tagline: सच कहने का साहस [47,22,116,33]
zodiac-sign-name: तुला [930,2134,956,2155]
slalom-col-2: केवट-कैनो स्लालम और रजत पदक पल्लवी जगताप ने सी-1 वूमेन स्लालम में हासिल किया। चैंपियनशिप में कुल 6 पदकों के लिए मुकाबला हुआ, जिनमें से 5 पदक मध्यप्रदेश के खिलाड़ियों ने जीते। सारंग ने इस अद्वितीय उपलब्धि पर खिलाड़ियों को बधाई दी और कहा कि यह जीत मध्यप्रदेश की खेल नीति, खिलाड़ियों की कड़ी मेहनत और उत्कृष्ट कोचिंग का परिणाम है। उन्होंने सभी विजेताओं को शुभकामनाएं देते हुए उनके उज्ज्वल भविष्य की कामना की। [1156,1883,1338,2059]
main-headline-2: सिडनी में उतर सकती है टीम इंडिया [224,1354,863,1413]
lead-headline: 2025 में भी जारी रहेगी आर्थिक विकास यात्रा [346,162,1165,220]
growth-chart-svg [619,229,1244,473]
sub-head-3: एससीजी में स्पिनरों को मिलती है मदद [591,1856,758,1895]
trade-label [797,2339,913,2367]
zodiac-sign-text: बीती बातों को याद करने से दुख होगा, मानसिक अस्थिरता रहेगी, व्यापार में सफलता मिलेगी, आप के रोगी के कार्यों का प्रभाव रहेगा। [744,2165,845,2253]
dateline: ग्वालियर, बुधवार 01 जनवरी [1241,46,1398,63]
zodiac-sign-name: सिंह [703,2134,729,2155]
editorial-headline: आव्रजन नीति पर ट्रंप के नरम रुख से राहत [35,149,292,235]
cartoon-title: CARTOONगीरी [823,948,960,971]
